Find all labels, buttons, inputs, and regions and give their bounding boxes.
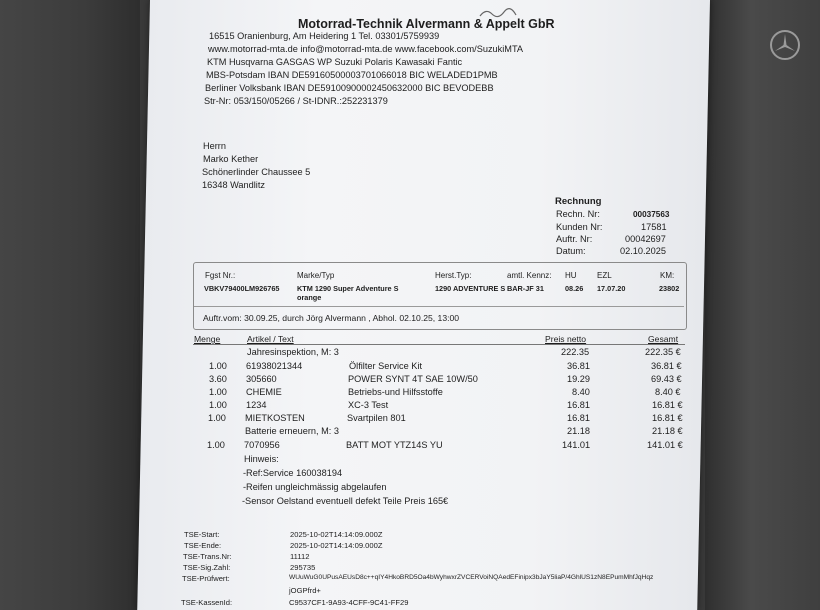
table-row-2-total: 69.43 €: [651, 374, 682, 384]
invoice-number: 00037563: [633, 210, 670, 219]
table-row-2-art: 305660: [246, 374, 277, 384]
table-row-1-price: 36.81: [567, 361, 590, 371]
table-row-6-art: Batterie erneuern, M: 3: [245, 426, 339, 436]
tse-trans-value: 11112: [290, 552, 310, 561]
note-line-3: -Sensor Oelstand eventuell defekt Teile Preis 165€: [242, 496, 449, 506]
table-row-1-qty: 1.00: [209, 361, 227, 371]
table-row-3-price: 8.40: [572, 387, 590, 397]
vehicle-hu: 08.26: [565, 284, 584, 293]
table-row-4-price: 16.81: [567, 400, 590, 410]
table-row-7-art: 7070956: [244, 440, 280, 450]
tse-sig-value: 295735: [290, 563, 316, 572]
vehicle-km: 23802: [659, 284, 680, 293]
table-row-5-total: 16.81 €: [652, 413, 683, 423]
vehicle-ezl: 17.07.20: [597, 284, 626, 293]
company-brands: KTM Husqvarna GASGAS WP Suzuki Polaris Kawasaki Fantic: [207, 57, 463, 67]
table-row-0-total: 222.35 €: [645, 347, 681, 357]
vehicle-color: orange: [297, 293, 322, 302]
vehicle-header-km: KM:: [660, 271, 675, 280]
invoice-date: 02.10.2025: [620, 246, 666, 256]
tse-label-trans: TSE-Trans.Nr:: [183, 552, 232, 561]
invoice-label-kunde: Kunden Nr:: [556, 222, 603, 232]
company-name: Motorrad-Technik Alvermann & Appelt GbR: [298, 17, 555, 31]
table-row-0-price: 222.35: [561, 347, 590, 357]
order-number: 00042697: [625, 234, 666, 244]
table-row-2-price: 19.29: [567, 374, 590, 384]
company-tax: Str-Nr: 053/150/05266 / St-IDNR.:252231379: [204, 96, 388, 106]
customer-number: 17581: [641, 222, 667, 232]
tse-pruef-value-cont: jOGPfrd+: [289, 586, 321, 595]
table-row-1-art: 61938021344: [246, 361, 303, 371]
table-row-3-total: 8.40 €: [655, 387, 681, 397]
invoice-label-nr: Rechn. Nr:: [556, 209, 600, 219]
table-row-5-art: MIETKOSTEN: [245, 413, 305, 423]
recipient-street: Schönerlinder Chaussee 5: [202, 167, 311, 177]
note-heading: Hinweis:: [244, 454, 279, 464]
vehicle-header-fgst: Fgst Nr.:: [205, 271, 236, 280]
table-row-2-qty: 3.60: [209, 374, 227, 384]
table-header-artikel: Artikel / Text: [247, 334, 294, 344]
vehicle-header-hu: HU: [565, 271, 577, 280]
table-row-1-total: 36.81 €: [651, 361, 682, 371]
vehicle-plate: BAR-JF 31: [507, 284, 544, 293]
table-row-4-qty: 1.00: [209, 400, 227, 410]
tse-label-sig: TSE-Sig.Zahl:: [183, 563, 231, 572]
table-header-line: [193, 344, 685, 345]
company-bank-1: MBS-Potsdam IBAN DE59160500003701066018 BIC WELADED1PMB: [206, 70, 498, 80]
company-web: www.motorrad-mta.de info@motorrad-mta.de www.facebook.com/SuzukiMTA: [208, 44, 524, 54]
table-header-gesamt: Gesamt: [648, 334, 679, 344]
invoice-label-datum: Datum:: [556, 246, 586, 256]
tse-end-value: 2025-10-02T14:14:09.000Z: [290, 541, 383, 550]
tse-start-value: 2025-10-02T14:14:09.000Z: [290, 530, 383, 539]
order-info: Auftr.vom: 30.09.25, durch Jörg Alvermann , Abhol. 02.10.25, 13:00: [203, 313, 460, 323]
table-row-5-text: Svartpilen 801: [347, 413, 406, 423]
tse-label-start: TSE-Start:: [184, 530, 220, 539]
vehicle-vin: VBKV79400LM926765: [204, 284, 280, 293]
table-row-3-art: CHEMIE: [246, 387, 282, 397]
table-row-7-price: 141.01: [562, 440, 591, 450]
vehicle-type: 1290 ADVENTURE S: [435, 284, 506, 293]
vehicle-model: KTM 1290 Super Adventure S: [297, 284, 399, 293]
vehicle-header-marke: Marke/Typ: [297, 271, 335, 280]
recipient-salutation: Herrn: [203, 141, 226, 151]
table-row-4-text: XC-3 Test: [348, 400, 389, 410]
vehicle-header-herst: Herst.Typ:: [435, 271, 472, 280]
table-row-4-art: 1234: [246, 400, 267, 410]
table-header-preis: Preis netto: [545, 334, 587, 344]
table-row-5-qty: 1.00: [208, 413, 226, 423]
table-row-5-price: 16.81: [567, 413, 590, 423]
invoice-label-auftrag: Auftr. Nr:: [556, 234, 593, 244]
table-row-3-text: Betriebs-und Hilfsstoffe: [348, 387, 443, 397]
table-row-2-text: POWER SYNT 4T SAE 10W/50: [348, 374, 478, 384]
company-bank-2: Berliner Volksbank IBAN DE59100900002450632000 BIC BEVODEBB: [205, 83, 494, 93]
table-row-4-total: 16.81 €: [652, 400, 683, 410]
tse-label-kasse: TSE-KassenId:: [181, 598, 233, 607]
table-row-3-qty: 1.00: [209, 387, 227, 397]
table-row-6-price: 21.18: [567, 426, 590, 436]
table-row-7-total: 141.01 €: [647, 440, 683, 450]
note-line-1: -Ref:Service 160038194: [243, 468, 343, 478]
vehicle-header-kennz: amtl. Kennz:: [507, 271, 552, 280]
note-line-2: -Reifen ungleichmässig abgelaufen: [243, 482, 387, 492]
table-row-6-total: 21.18 €: [652, 426, 683, 436]
table-row-0-art: Jahresinspektion, M: 3: [247, 347, 339, 357]
tse-label-end: TSE-Ende:: [184, 541, 222, 550]
vehicle-box-divider: [194, 306, 684, 307]
recipient-name: Marko Kether: [203, 154, 259, 164]
tse-kasse-value: C9537CF1-9A93-4CFF-9C41-FF29: [289, 598, 409, 607]
vehicle-header-ezl: EZL: [597, 271, 612, 280]
tse-label-pruef: TSE-Prüfwert:: [182, 574, 230, 583]
table-row-7-qty: 1.00: [207, 440, 225, 450]
table-row-7-text: BATT MOT YTZ14S YU: [346, 440, 443, 450]
recipient-city: 16348 Wandlitz: [202, 180, 265, 190]
tse-pruef-value: WUuWuG0UPusAEUsD8c++qIY4HkoBRD5Oa4bWyhwxrZVCERVoiNQAedEFinipx3bJaY5liaP/4GhlUS1zN8EPumMhfJqHqz: [289, 574, 654, 581]
table-row-1-text: Ölfilter Service Kit: [349, 361, 423, 371]
company-address: 16515 Oranienburg, Am Heidering 1 Tel. 03301/5759939: [209, 31, 440, 41]
invoice-title: Rechnung: [555, 196, 602, 207]
table-header-menge: Menge: [194, 334, 221, 344]
